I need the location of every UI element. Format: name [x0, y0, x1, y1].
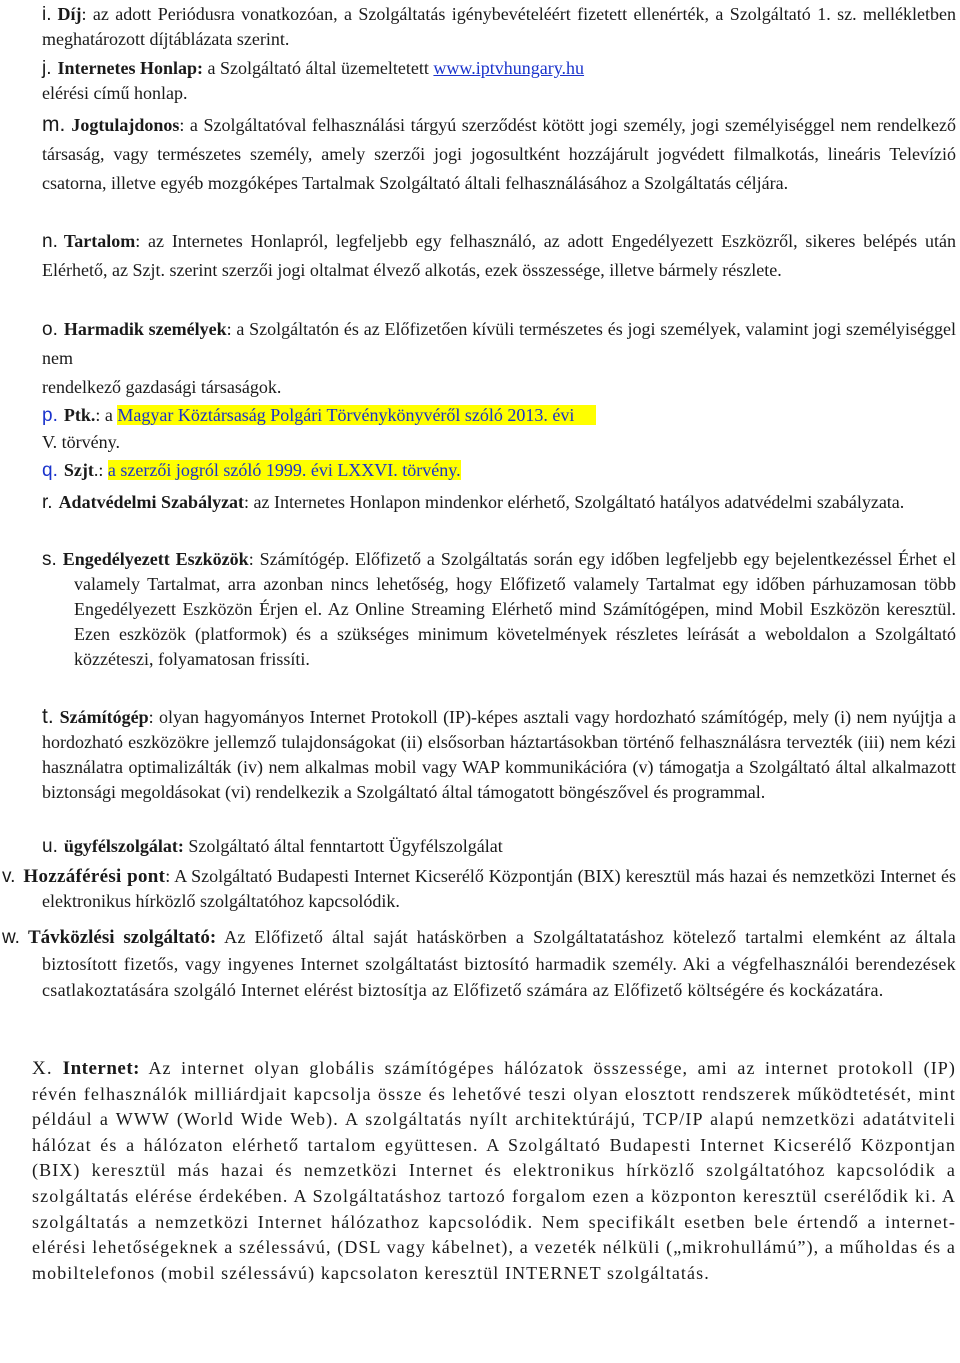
item-marker: m. [42, 113, 66, 136]
definition-j [42, 56, 956, 106]
definition-text: : az Internetes Honlapon mindenkor elérhető, Szolgáltató hatályos adatvédelmi szabályzata. [244, 492, 905, 512]
definition-p [42, 402, 956, 455]
item-marker: j. [42, 58, 52, 79]
definition-text: .: [93, 460, 108, 480]
item-marker: o. [42, 319, 58, 340]
term-adatvedelmi-szabalyzat: Adatvédelmi Szabályzat [58, 492, 245, 512]
definition-n [42, 227, 956, 285]
term-hozzaferesi-pont: Hozzáférési pont [23, 866, 166, 887]
item-marker: w. [2, 927, 20, 948]
definition-w [2, 924, 956, 1003]
item-marker: i. [42, 4, 52, 25]
definition-text-cont: V. törvény. [42, 432, 120, 452]
definition-r [42, 488, 956, 517]
definition-text: : a [95, 405, 118, 425]
item-marker: n. [42, 231, 58, 252]
definition-q [42, 458, 956, 483]
definition-text: : A Szolgáltató Budapesti Internet Kicserélő Központján (BIX) keresztül más hazai és nemzetközi Internet és elektronikus hírközlő szolgáltatóhoz kapcsolódik. [42, 866, 956, 911]
definition-text: : Számítógép. Előfizető a Szolgáltatás során egy időben legfeljebb egy bejelentkezéssel Érhet el valamely Tartalmat, arra azonban nincs lehetőség, hogy Előfizető valamely Tartalmat egy időben párhuzamosan több Engedélyezett Eszközön Érjen el. Az Online Streaming Elérhető mind Számítógépen, mind Mobil Eszközön keresztül. Ezen eszközök (platformok) és a szükséges minimum követelmények részletes leírását a weboldalon a Szolgáltató közzéteszi, folyamatosan frissíti. [74, 549, 956, 669]
definition-text-cont: rendelkező gazdasági társaságok. [42, 377, 282, 397]
term-tavkozlesi-szolgaltato: Távközlési szolgáltató: [27, 927, 217, 948]
item-marker: q. [42, 460, 58, 481]
definition-t [42, 704, 956, 805]
definition-v [2, 864, 956, 914]
definition-text: : az adott Periódusra vonatkozóan, a Szolgáltatás igénybevételéért fizetett ellenérték, a Szolgáltató 1. sz. mellékletben meghatározott díjtáblázata szerint. [42, 4, 956, 49]
definition-text: Az Előfizető által saját hatáskörben a Szolgáltatatáshoz kötelező tartalmi elemként az általa biztosított fizetős, vagy ingyenes Internet szolgáltatást biztosító harmadik személy. Aki a végfelhasználói berendezések csatlakoztatására szolgáló Internet elérést biztosítja az Előfizető számára az Előfizető költségére és kockázatára. [42, 927, 956, 1000]
definition-text: a Szolgáltató által üzemeltetett [203, 58, 434, 78]
term-engedelyezett-eszkozok: Engedélyezett Eszközök [62, 549, 249, 569]
term-szjt: Szjt [63, 460, 94, 480]
term-dij: Díj [57, 4, 82, 24]
term-ugyfelszolgalat: ügyfélszolgálat: [63, 836, 184, 856]
highlighted-law-reference: Magyar Köztársaság Polgári Törvénykönyvéről szóló 2013. évi [117, 405, 596, 425]
term-jogtulajdonos: Jogtulajdonos [71, 115, 180, 135]
highlighted-law-reference: a szerzői jogról szóló 1999. évi LXXVI. törvény. [107, 460, 461, 480]
definition-s [42, 547, 956, 672]
definition-text: : a Szolgáltatón és az Előfizetően kívüli természetes és jogi személyek, valamint jogi személyiséggel nem [42, 319, 957, 368]
item-marker: p. [42, 405, 58, 426]
term-ptk: Ptk. [63, 405, 96, 425]
definition-text: Szolgáltató által fenntartott Ügyfélszolgálat [183, 836, 503, 856]
website-link[interactable]: www.iptvhungary.hu [433, 58, 585, 78]
item-marker: X. [32, 1058, 53, 1079]
definition-o [42, 315, 956, 402]
term-harmadik-szemelyek: Harmadik személyek [63, 319, 227, 339]
term-tartalom: Tartalom [63, 231, 136, 251]
definition-x [32, 1056, 956, 1286]
term-szamitogep: Számítógép [59, 707, 149, 727]
item-marker: r. [42, 492, 53, 513]
definition-text: : a Szolgáltatóval felhasználási tárgyú szerződést kötött jogi személy, jogi személyiséggel nem rendelkező társaság, vagy természetes személy, amely szerzői jogi jogosultként hozzájárult jogvédett filmalkotás, lineáris Televízió csatorna, illetve egyéb mozgóképes Tartalmak Szolgáltató általi felhasználásához a Szolgáltatás céljára. [42, 115, 956, 193]
definition-i [42, 2, 956, 52]
item-marker: s. [42, 549, 57, 570]
item-marker: u. [42, 836, 58, 857]
definition-text: : az Internetes Honlapról, legfeljebb egy felhasználó, az adott Engedélyezett Eszközről, sikeres belépés után Elérhető, az Szjt. szerint szerzői jogi oltalmat élvező alkotás, ezek összessége, illetve bármely részlete. [42, 231, 956, 280]
definition-text-cont: elérési című honlap. [42, 83, 188, 103]
item-marker: v. [2, 866, 16, 887]
definition-m [42, 110, 956, 198]
definition-u [42, 834, 956, 859]
definition-text: Az internet olyan globális számítógépes hálózatok összessége, ami az internet protokoll (IP) révén felhasználók milliárdjait kapcsolja össze és lehetővé teszi olyan elosztott rendszerek működtetését, mint például a WWW (World Wide Web). A szolgáltatás nyílt architektúrájú, TCP/IP alapú nemzetközi adatátviteli hálózat és a hálózaton elérhető tartalom együttesen. A Szolgáltató Budapesti Internet Kicserélő Központjan (BIX) keresztül más hazai és nemzetközi Internet és elektronikus hírközlő szolgáltatóhoz kapcsolódik a szolgáltatás elérése érdekében. A Szolgáltatáshoz tartozó forgalom ezen a központon keresztül cserélődik ki. A szolgáltatás a nemzetközi Internet hálózathoz kapcsolódik. Nem specifikált esetben bele értendő a internet-elérési lehetőségeknek a szélessávú, (DSL vagy kábelnet), a vezeték nélküli („mikrohullámú”), a műholdas és a mobiltelefonos (mobil szélessávú) kapcsolaton keresztül INTERNET szolgáltatás. [32, 1058, 956, 1283]
item-marker: t. [42, 705, 54, 728]
definition-text: : olyan hagyományos Internet Protokoll (IP)-képes asztali vagy hordozható számítógép, mely (i) nem nyújtja a hordozható eszközökre jellemző tulajdonságokat (ii) elsősorban háztartásokban történő felhasználásra tervezték (iii) nem kézi használatra optimalizálták (iv) nem alkalmas mobil vagy WAP kommunikációra (v) támogatja a Szolgáltató által alkalmazott biztonsági megoldásokat (vi) rendelkezik a Szolgáltató által támogatott böngészővel és programmal. [42, 707, 956, 802]
term-internet: Internet: [62, 1058, 140, 1079]
term-internetes-honlap: Internetes Honlap: [57, 58, 203, 78]
